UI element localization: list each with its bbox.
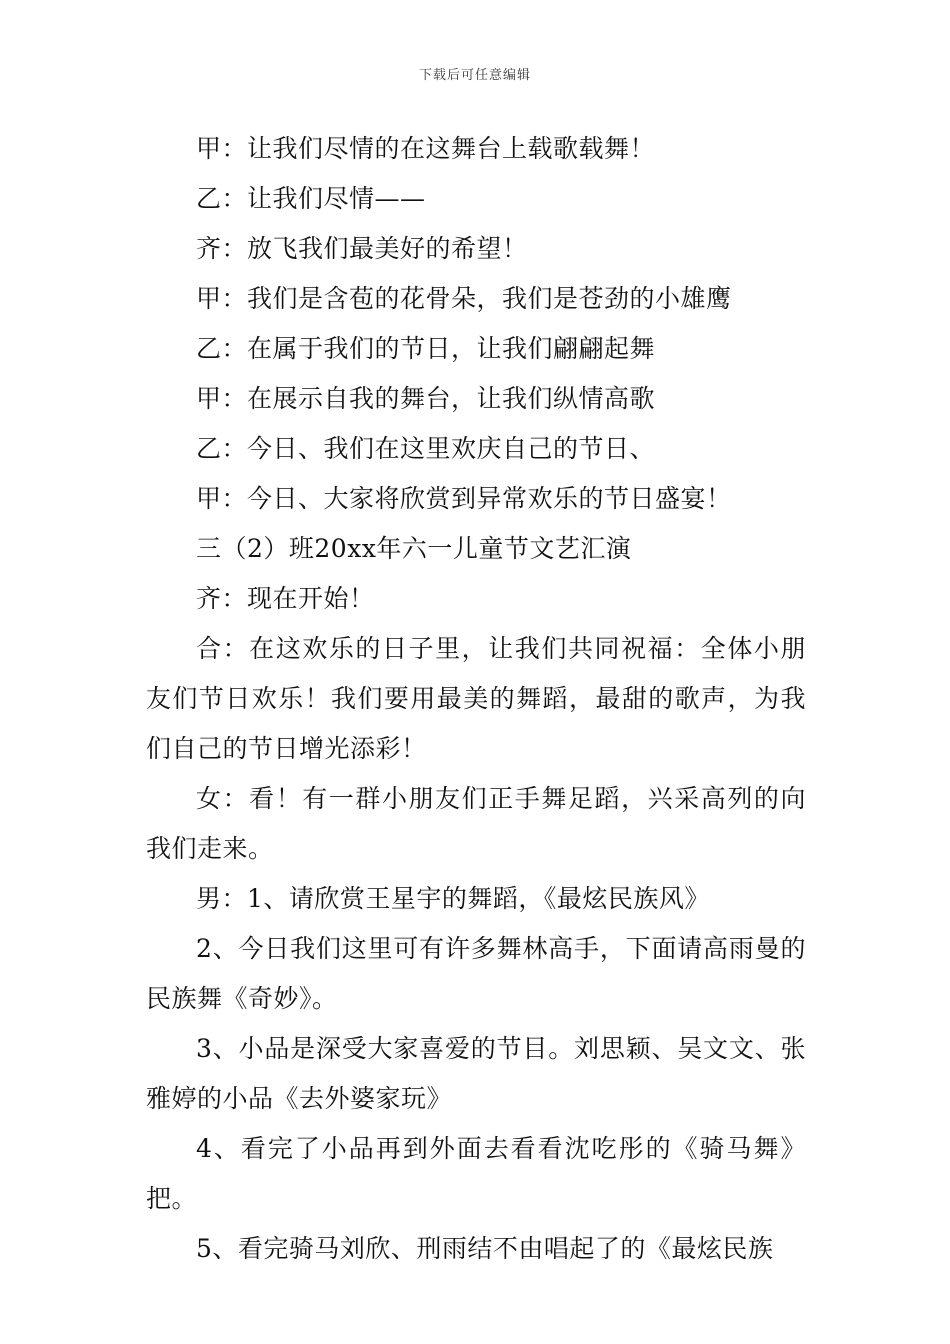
paragraph: 女：看！有一群小朋友们正手舞足蹈，兴采高列的向我们走来。 — [146, 784, 806, 863]
paragraph: 合：在这欢乐的日子里，让我们共同祝福：全体小朋友们节日欢乐！我们要用最美的舞蹈，最甜的歌声，为我们自己的节日增光添彩！ — [146, 634, 806, 763]
script-line: 齐：现在开始！ — [196, 584, 375, 613]
script-line: 乙：在属于我们的节日，让我们翩翩起舞 — [196, 334, 656, 363]
script-line: 甲：在展示自我的舞台，让我们纵情高歌 — [196, 384, 656, 413]
script-line: 甲：我们是含苞的花骨朵，我们是苍劲的小雄鹰 — [196, 284, 732, 313]
script-line: 甲：今日、大家将欣赏到异常欢乐的节日盛宴！ — [196, 484, 732, 513]
paragraph: 3、小品是深受大家喜爱的节目。刘思颖、吴文文、张雅婷的小品《去外婆家玩》 — [146, 1034, 806, 1113]
paragraph: 4、看完了小品再到外面去看看沈吃彤的《骑马舞》把。 — [146, 1134, 806, 1213]
script-line: 甲：让我们尽情的在这舞台上载歌载舞！ — [196, 134, 656, 163]
script-line: 齐：放飞我们最美好的希望！ — [196, 234, 528, 263]
paragraph: 男：1、请欣赏王星宇的舞蹈，《最炫民族风》 — [196, 884, 710, 913]
script-line: 乙：让我们尽情—— — [196, 184, 426, 213]
event-title-line: 三（2）班20xx年六一儿童节文艺汇演 — [196, 534, 632, 563]
script-line: 乙：今日、我们在这里欢庆自己的节日、 — [196, 434, 656, 463]
page-header-note: 下载后可任意编辑 — [418, 68, 531, 83]
paragraph: 2、今日我们这里可有许多舞林高手，下面请高雨曼的民族舞《奇妙》。 — [146, 934, 806, 1013]
document-body — [146, 124, 806, 1274]
paragraph: 5、看完骑马刘欣、刑雨结不由唱起了的《最炫民族 — [196, 1234, 774, 1263]
